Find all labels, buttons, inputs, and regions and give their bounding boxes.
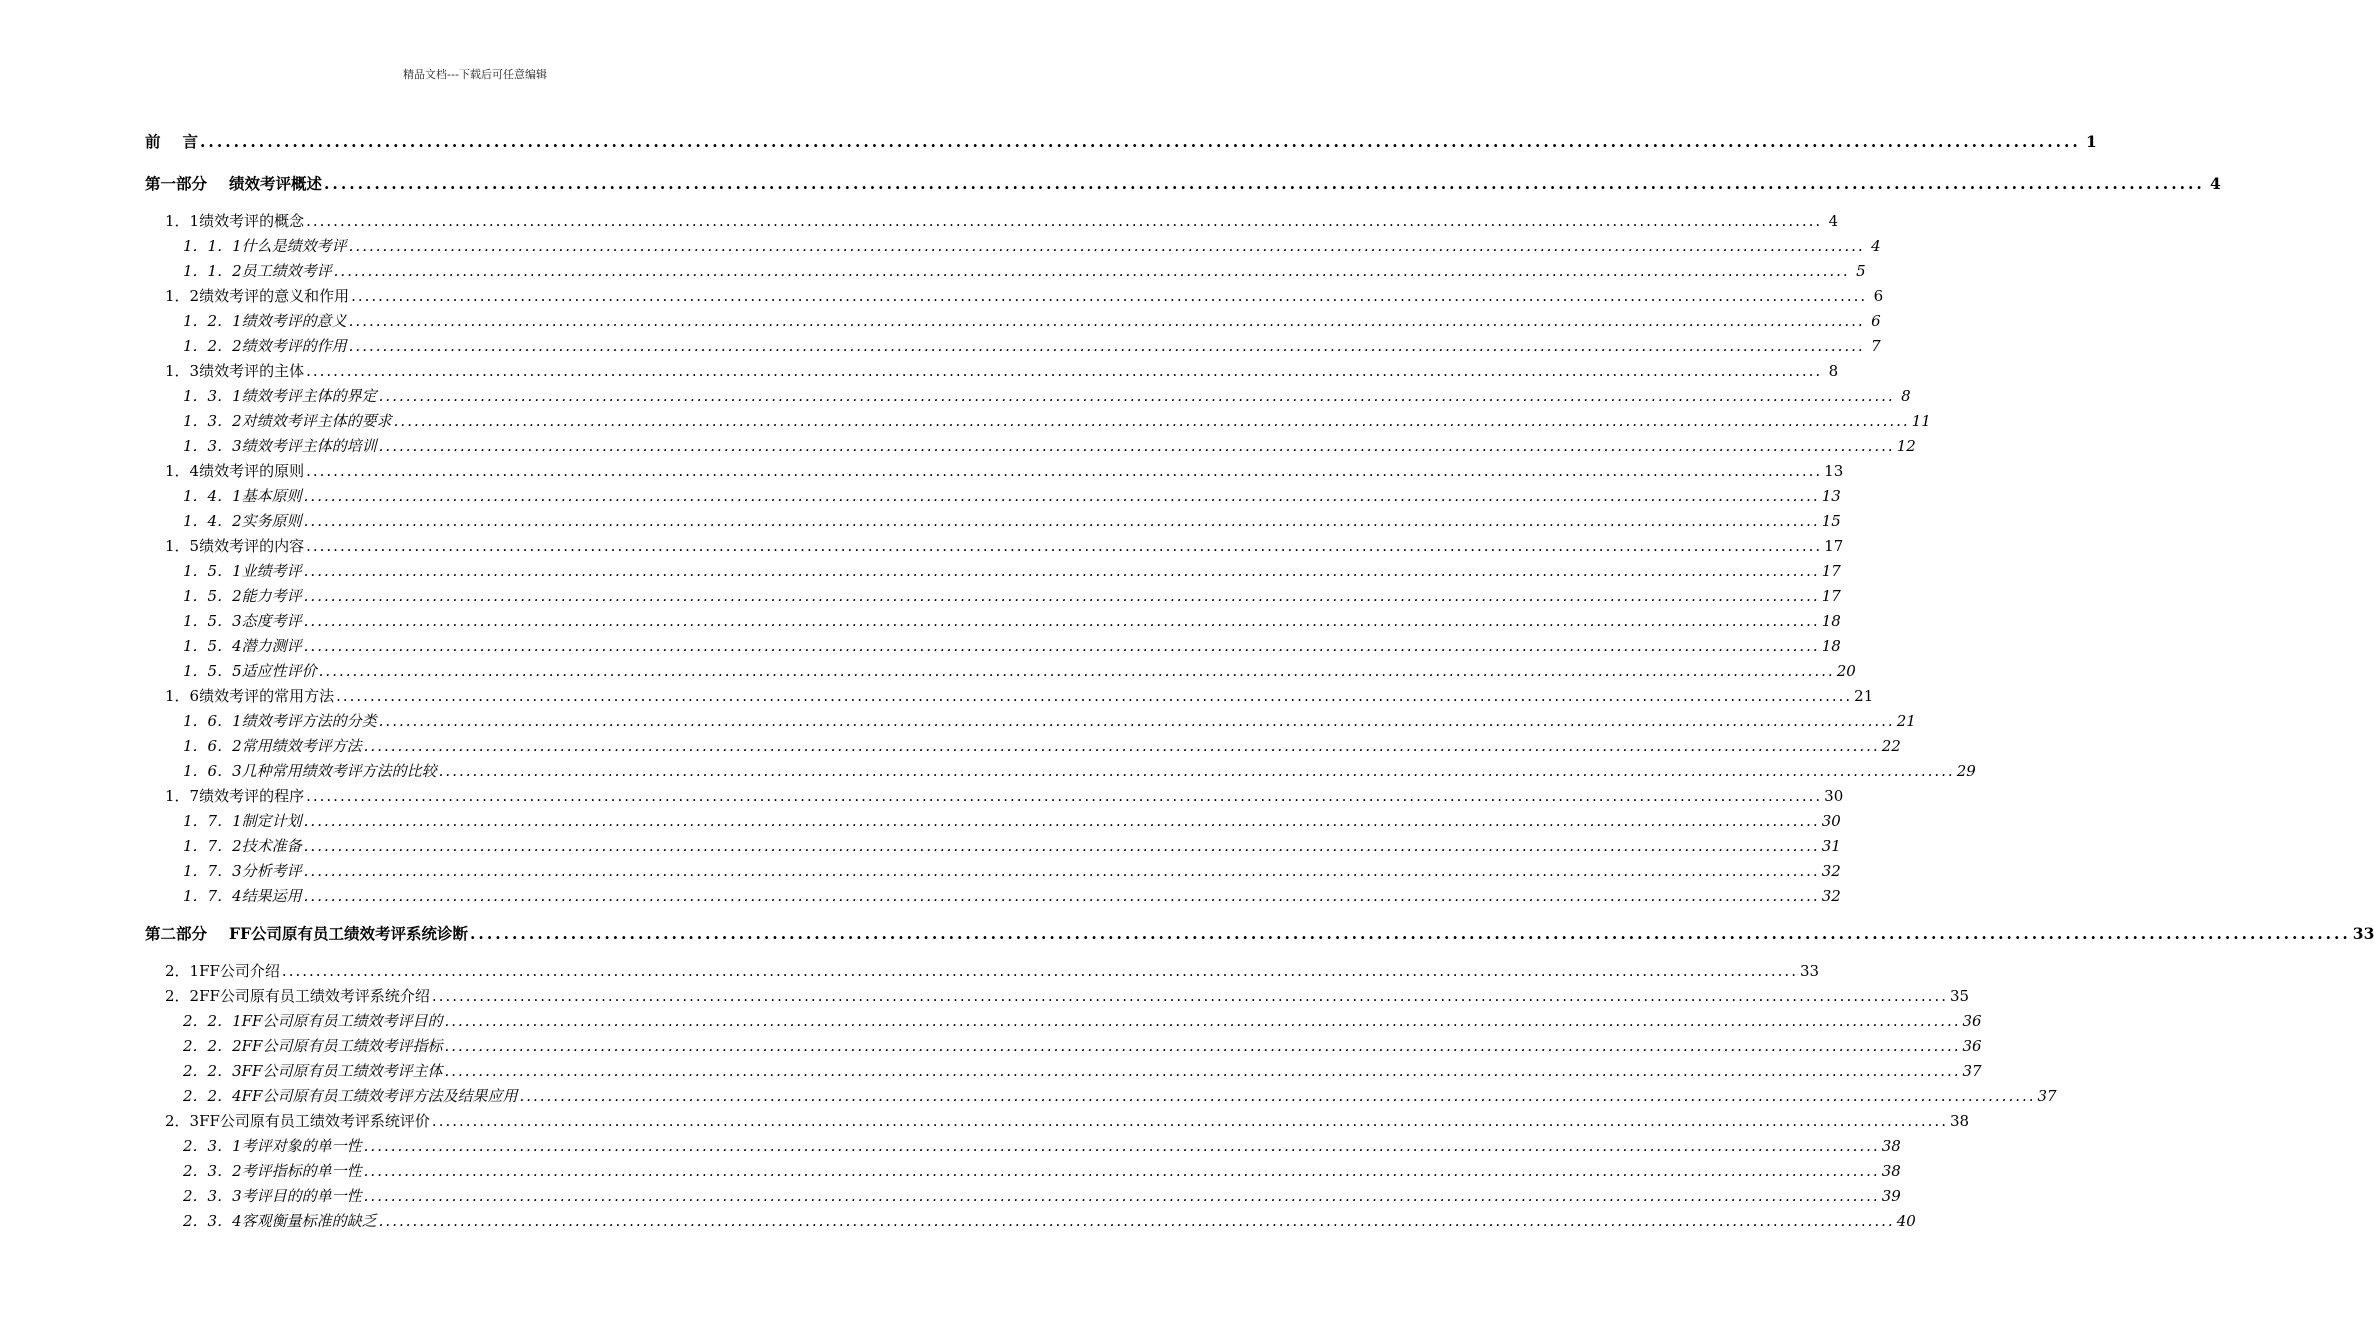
toc-entry-title: 绩效考评的意义和作用 — [199, 287, 350, 305]
toc-entry-number: 1．7．2 — [183, 837, 242, 855]
toc-entry-page-number: 40 — [1896, 1212, 1916, 1230]
toc-entry-title: FF公司原有员工绩效考评方法及结果应用 — [241, 1087, 518, 1105]
toc-entry-title: 能力考评 — [241, 587, 302, 605]
toc-entry-title: 考评指标的单一性 — [241, 1162, 362, 1180]
toc-dot-leader — [304, 584, 1820, 609]
toc-entry-title: 考评目的的单一性 — [241, 1187, 362, 1205]
toc-entry[interactable] — [145, 584, 1841, 609]
toc-entry[interactable] — [145, 1184, 1901, 1209]
toc-entry-number: 1．4 — [165, 462, 200, 480]
toc-entry[interactable] — [145, 484, 1841, 509]
toc-dot-leader — [200, 125, 2081, 159]
toc-entry-number: 2．2．4 — [183, 1087, 242, 1105]
toc-entry[interactable] — [145, 359, 1839, 384]
toc-entry-title: 考评对象的单一性 — [241, 1137, 362, 1155]
toc-dot-leader — [349, 334, 1865, 359]
toc-entry-title: 绩效考评的意义 — [241, 312, 347, 330]
toc-entry-title: 分析考评 — [241, 862, 302, 880]
toc-dot-leader — [304, 634, 1820, 659]
toc-entry[interactable] — [145, 534, 1844, 559]
toc-dot-leader — [394, 409, 1910, 434]
toc-entry-page-number: 8 — [1901, 387, 1911, 405]
toc-entry-number: 1．1．2 — [183, 262, 242, 280]
toc-entry-number: 1．4．2 — [183, 512, 242, 530]
toc-entry-title: 潜力测评 — [241, 637, 302, 655]
toc-dot-leader — [324, 167, 2205, 201]
toc-dot-leader — [349, 234, 1865, 259]
toc-entry-page-number: 17 — [1824, 537, 1844, 555]
toc-entry-title: FF公司原有员工绩效考评指标 — [241, 1037, 443, 1055]
toc-entry-page-number: 18 — [1821, 637, 1841, 655]
toc-dot-leader — [379, 1209, 1895, 1234]
toc-dot-leader — [364, 1134, 1880, 1159]
toc-entry-number: 1．3 — [165, 362, 200, 380]
toc-entry-title: 绩效考评的主体 — [199, 362, 305, 380]
toc-entry-page-number: 38 — [1881, 1162, 1901, 1180]
toc-entry[interactable] — [145, 859, 1841, 884]
toc-entry[interactable] — [145, 559, 1841, 584]
toc-entry-title: FF公司原有员工绩效考评系统诊断 — [229, 924, 469, 943]
toc-entry-number: 1．1．1 — [183, 237, 242, 255]
toc-dot-leader — [304, 884, 1820, 909]
toc-entry-page-number: 21 — [1854, 687, 1874, 705]
toc-entry-title: 态度考评 — [241, 612, 302, 630]
toc-entry-title: 绩效考评概述 — [229, 174, 323, 193]
toc-entry-page-number: 38 — [1949, 1112, 1970, 1130]
toc-entry[interactable] — [145, 917, 2374, 951]
toc-entry-number: 1．2 — [165, 287, 200, 305]
toc-entry-number: 1．6 — [165, 687, 200, 705]
toc-entry-title: 客观衡量标准的缺乏 — [241, 1212, 377, 1230]
toc-entry-title: 绩效考评的作用 — [241, 337, 347, 355]
toc-dot-leader — [351, 284, 1867, 309]
toc-entry-title: 几种常用绩效考评方法的比较 — [241, 762, 437, 780]
toc-dot-leader — [306, 359, 1822, 384]
toc-dot-leader — [444, 1009, 1960, 1034]
toc-dot-leader — [304, 809, 1820, 834]
toc-entry-number: 2．1 — [165, 962, 200, 980]
table-of-contents — [145, 125, 2374, 1234]
toc-entry-number: 2．2．1 — [183, 1012, 242, 1030]
toc-entry[interactable] — [145, 809, 1841, 834]
toc-entry-number: 1．6．3 — [183, 762, 242, 780]
toc-entry[interactable] — [145, 884, 1841, 909]
toc-entry-page-number: 37 — [2037, 1087, 2057, 1105]
toc-entry-number: 1．7 — [165, 787, 200, 805]
toc-entry-number: 1．5．3 — [183, 612, 242, 630]
toc-entry-page-number: 33 — [2352, 924, 2374, 943]
toc-entry[interactable] — [145, 234, 1881, 259]
toc-entry[interactable] — [145, 1084, 2057, 1109]
toc-entry-title: 绩效考评的原则 — [199, 462, 305, 480]
toc-entry-page-number: 21 — [1896, 712, 1916, 730]
toc-dot-leader — [282, 959, 1798, 984]
toc-entry[interactable] — [145, 984, 1970, 1009]
toc-entry-page-number: 39 — [1881, 1187, 1901, 1205]
toc-entry-page-number: 12 — [1896, 437, 1916, 455]
toc-entry[interactable] — [145, 459, 1844, 484]
toc-entry-title: 结果运用 — [241, 887, 302, 905]
toc-entry-title: 言 — [182, 132, 199, 151]
toc-entry-number: 1．6．1 — [183, 712, 242, 730]
toc-entry[interactable] — [145, 609, 1841, 634]
toc-entry-page-number: 4 — [2210, 174, 2221, 193]
toc-entry-number: 2．3 — [165, 1112, 200, 1130]
toc-entry[interactable] — [145, 125, 2097, 159]
toc-entry-number: 1．2．1 — [183, 312, 242, 330]
toc-entry-number: 2．2．2 — [183, 1037, 242, 1055]
toc-entry[interactable] — [145, 709, 1916, 734]
toc-entry-number: 1．1 — [165, 212, 200, 230]
toc-entry-title: 基本原则 — [241, 487, 302, 505]
toc-entry-page-number: 4 — [1828, 212, 1839, 230]
toc-entry-page-number: 20 — [1836, 662, 1856, 680]
toc-entry-number: 1．5．4 — [183, 637, 242, 655]
toc-entry-title: 适应性评价 — [241, 662, 317, 680]
toc-entry-page-number: 1 — [2086, 132, 2097, 151]
toc-entry-number: 1．5．5 — [183, 662, 242, 680]
toc-dot-leader — [349, 309, 1865, 334]
toc-entry-page-number: 37 — [1962, 1062, 1982, 1080]
toc-entry-page-number: 32 — [1821, 862, 1841, 880]
toc-dot-leader — [304, 859, 1820, 884]
toc-dot-leader — [444, 1059, 1960, 1084]
toc-entry-page-number: 30 — [1824, 787, 1844, 805]
toc-entry[interactable] — [145, 759, 1976, 784]
toc-entry[interactable] — [145, 834, 1841, 859]
toc-entry[interactable] — [145, 1159, 1901, 1184]
toc-entry-page-number: 17 — [1821, 587, 1841, 605]
toc-entry[interactable] — [145, 209, 1839, 234]
toc-entry-page-number: 30 — [1821, 812, 1841, 830]
toc-entry-page-number: 29 — [1956, 762, 1976, 780]
toc-entry-page-number: 13 — [1824, 462, 1844, 480]
toc-dot-leader — [306, 459, 1822, 484]
toc-entry-number: 1．2．2 — [183, 337, 242, 355]
toc-dot-leader — [319, 659, 1835, 684]
toc-entry-number: 1．5．1 — [183, 562, 242, 580]
toc-entry-number: 1．7．1 — [183, 812, 242, 830]
toc-entry-title: FF公司原有员工绩效考评系统评价 — [199, 1112, 430, 1130]
toc-entry-title: 绩效考评的内容 — [199, 537, 305, 555]
toc-entry-number: 2．3．2 — [183, 1162, 242, 1180]
toc-entry-page-number: 18 — [1821, 612, 1841, 630]
toc-dot-leader — [379, 434, 1895, 459]
toc-dot-leader — [334, 259, 1850, 284]
toc-entry-number: 1．6．2 — [183, 737, 242, 755]
toc-dot-leader — [364, 1159, 1880, 1184]
page-header-watermark: 精品文档---下载后可任意编辑 — [403, 68, 547, 81]
toc-entry-page-number: 6 — [1871, 312, 1881, 330]
toc-entry-page-number: 7 — [1871, 337, 1881, 355]
toc-entry[interactable] — [145, 1034, 1982, 1059]
toc-entry[interactable] — [145, 409, 1931, 434]
toc-entry-title: FF公司原有员工绩效考评主体 — [241, 1062, 443, 1080]
toc-entry-title: 绩效考评主体的培训 — [241, 437, 377, 455]
toc-entry-page-number: 35 — [1949, 987, 1970, 1005]
toc-dot-leader — [432, 984, 1948, 1009]
toc-dot-leader — [432, 1109, 1948, 1134]
toc-dot-leader — [304, 484, 1820, 509]
toc-entry-title: 业绩考评 — [241, 562, 302, 580]
toc-entry[interactable] — [145, 309, 1881, 334]
toc-entry-number: 1．7．4 — [183, 887, 242, 905]
toc-entry-page-number: 17 — [1821, 562, 1841, 580]
toc-entry[interactable] — [145, 1209, 1916, 1234]
toc-entry-page-number: 36 — [1962, 1037, 1982, 1055]
toc-dot-leader — [470, 917, 2351, 951]
toc-entry[interactable] — [145, 659, 1856, 684]
toc-entry-number: 2．2．3 — [183, 1062, 242, 1080]
toc-entry-number: 第二部分 — [145, 924, 208, 943]
toc-entry-page-number: 4 — [1871, 237, 1881, 255]
toc-entry-title: 员工绩效考评 — [241, 262, 332, 280]
toc-entry-number: 1．3．3 — [183, 437, 242, 455]
toc-entry-number: 2．3．4 — [183, 1212, 242, 1230]
toc-entry-page-number: 38 — [1881, 1137, 1901, 1155]
toc-entry-page-number: 22 — [1881, 737, 1901, 755]
toc-entry[interactable] — [145, 734, 1901, 759]
toc-entry-number: 2．3．3 — [183, 1187, 242, 1205]
toc-entry[interactable] — [145, 284, 1884, 309]
toc-entry[interactable] — [145, 784, 1844, 809]
toc-entry-page-number: 6 — [1873, 287, 1884, 305]
toc-entry-title: FF公司原有员工绩效考评系统介绍 — [199, 987, 430, 1005]
toc-entry-title: FF公司原有员工绩效考评目的 — [241, 1012, 443, 1030]
toc-dot-leader — [306, 784, 1822, 809]
toc-entry-page-number: 15 — [1821, 512, 1841, 530]
toc-entry[interactable] — [145, 509, 1841, 534]
toc-dot-leader — [364, 734, 1880, 759]
toc-dot-leader — [304, 834, 1820, 859]
toc-entry[interactable] — [145, 634, 1841, 659]
toc-entry-page-number: 8 — [1828, 362, 1839, 380]
toc-entry-number: 1．3．1 — [183, 387, 242, 405]
toc-dot-leader — [306, 534, 1822, 559]
toc-dot-leader — [444, 1034, 1960, 1059]
toc-entry-number: 1．4．1 — [183, 487, 242, 505]
toc-entry[interactable] — [145, 959, 1820, 984]
toc-entry-page-number: 5 — [1856, 262, 1866, 280]
toc-entry-page-number: 36 — [1962, 1012, 1982, 1030]
toc-entry[interactable] — [145, 384, 1911, 409]
toc-dot-leader — [364, 1184, 1880, 1209]
toc-entry-page-number: 32 — [1821, 887, 1841, 905]
toc-entry[interactable] — [145, 1059, 1982, 1084]
toc-entry-number: 第一部分 — [145, 174, 208, 193]
toc-dot-leader — [379, 384, 1895, 409]
toc-dot-leader — [304, 559, 1820, 584]
toc-dot-leader — [304, 509, 1820, 534]
toc-dot-leader — [519, 1084, 2035, 1109]
toc-entry-title: 绩效考评的程序 — [199, 787, 305, 805]
toc-entry-title: 实务原则 — [241, 512, 302, 530]
toc-entry[interactable] — [145, 334, 1881, 359]
toc-entry-title: FF公司介绍 — [199, 962, 280, 980]
toc-entry[interactable] — [145, 1009, 1982, 1034]
toc-dot-leader — [379, 709, 1895, 734]
toc-entry-title: 对绩效考评主体的要求 — [241, 412, 392, 430]
toc-entry-title: 常用绩效考评方法 — [241, 737, 362, 755]
toc-entry-page-number: 11 — [1911, 412, 1931, 430]
toc-entry[interactable] — [145, 1134, 1901, 1159]
toc-entry-page-number: 13 — [1821, 487, 1841, 505]
toc-entry-title: 制定计划 — [241, 812, 302, 830]
toc-entry-page-number: 33 — [1799, 962, 1820, 980]
toc-entry[interactable] — [145, 684, 1874, 709]
toc-entry-title: 绩效考评的常用方法 — [199, 687, 335, 705]
toc-entry-title: 什么是绩效考评 — [241, 237, 347, 255]
toc-entry[interactable] — [145, 259, 1866, 284]
toc-dot-leader — [336, 684, 1852, 709]
toc-entry-number: 1．3．2 — [183, 412, 242, 430]
toc-dot-leader — [304, 609, 1820, 634]
toc-entry-number: 1．5．2 — [183, 587, 242, 605]
toc-entry-title: 绩效考评的概念 — [199, 212, 305, 230]
toc-entry[interactable] — [145, 434, 1916, 459]
toc-entry-page-number: 31 — [1821, 837, 1841, 855]
toc-entry-number: 1．7．3 — [183, 862, 242, 880]
toc-dot-leader — [306, 209, 1822, 234]
toc-entry[interactable] — [145, 167, 2221, 201]
toc-entry-title: 技术准备 — [241, 837, 302, 855]
toc-entry-title: 绩效考评方法的分类 — [241, 712, 377, 730]
toc-entry-number: 前 — [145, 132, 161, 151]
toc-entry-number: 2．2 — [165, 987, 200, 1005]
toc-entry-number: 1．5 — [165, 537, 200, 555]
toc-entry[interactable] — [145, 1109, 1970, 1134]
toc-entry-number: 2．3．1 — [183, 1137, 242, 1155]
toc-entry-title: 绩效考评主体的界定 — [241, 387, 377, 405]
toc-dot-leader — [439, 759, 1955, 784]
